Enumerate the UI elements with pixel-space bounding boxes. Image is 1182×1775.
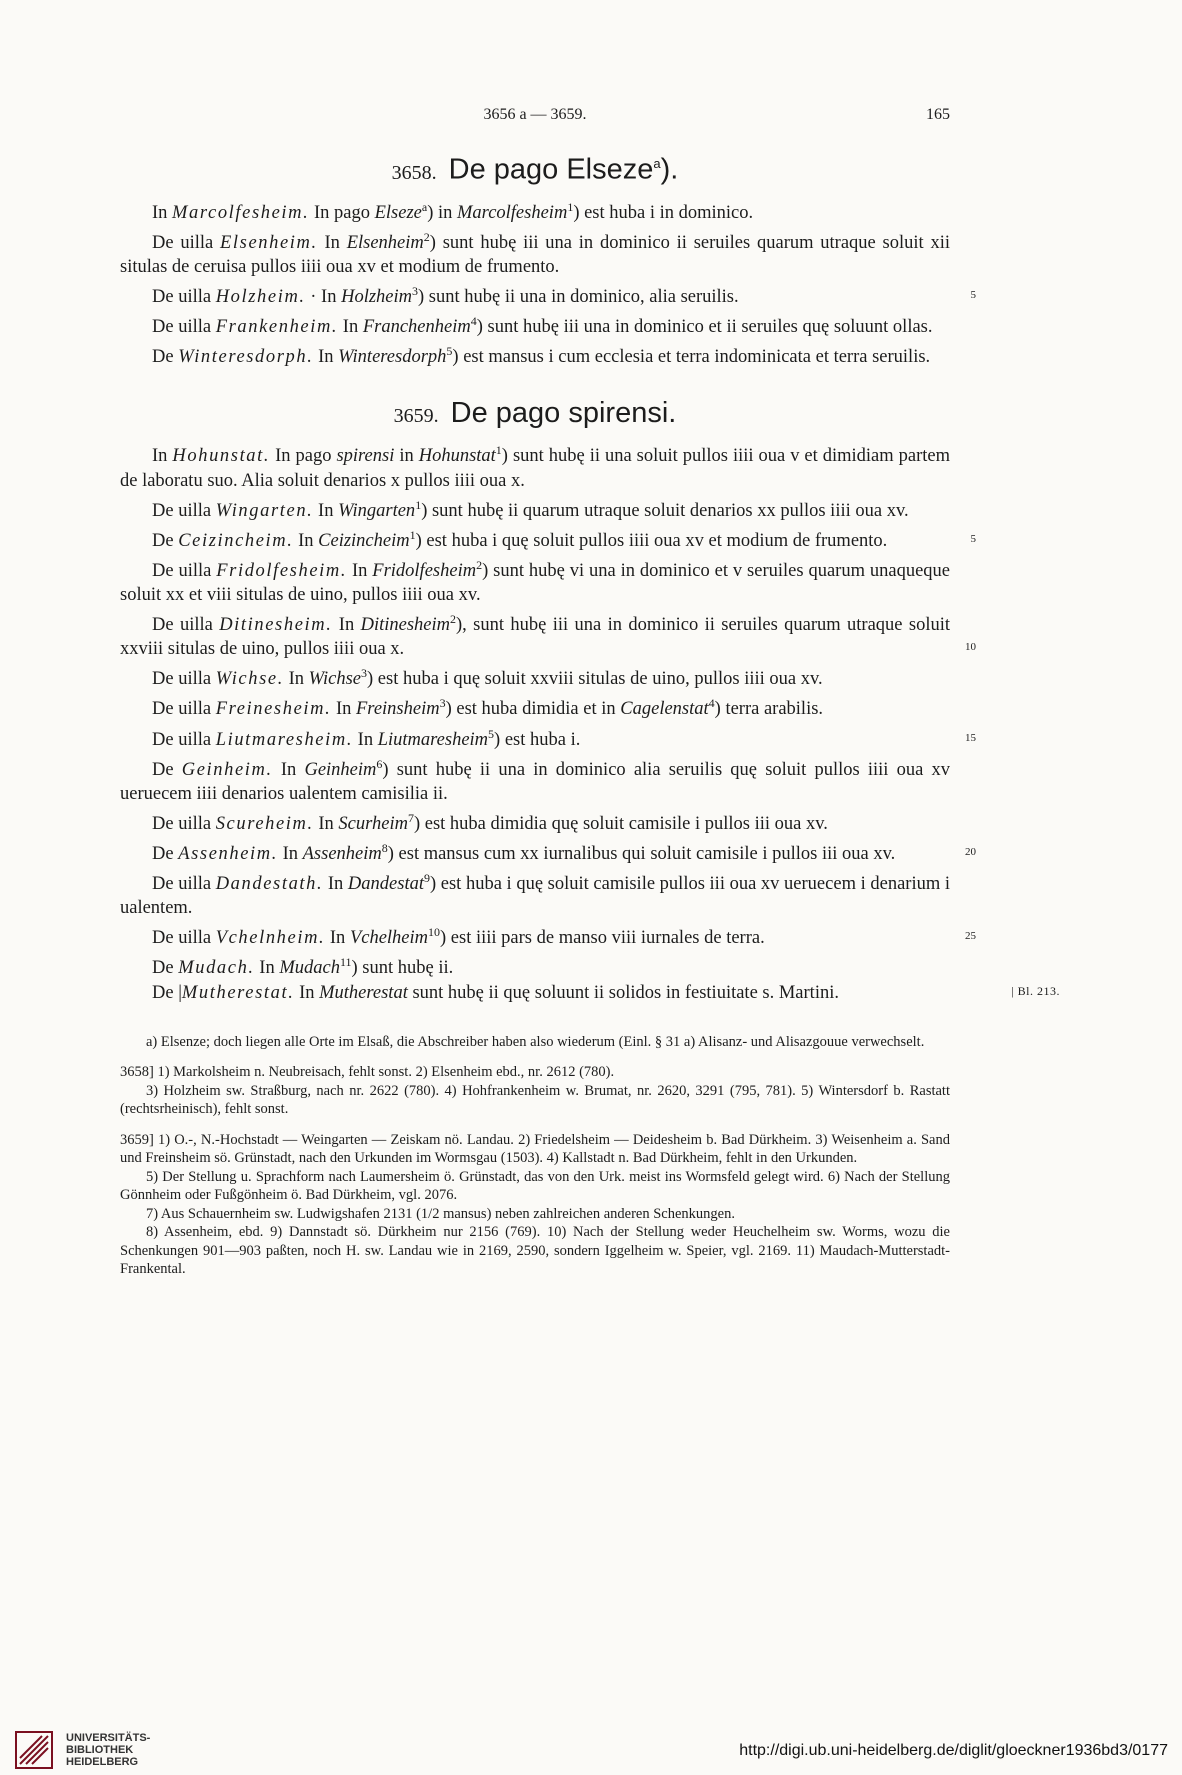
italic-name: Assenheim (302, 844, 382, 865)
institution-line: BIBLIOTHEK (66, 1744, 134, 1756)
text-run: In (254, 958, 280, 979)
text-run: In (294, 982, 320, 1003)
section-title-suffix: ). (660, 153, 679, 186)
running-head (120, 106, 950, 136)
text-run: ) est iiii pars de manso viii iurnales de terra. (440, 928, 765, 949)
place-name: Scureheim. (215, 814, 314, 834)
italic-name: Scurheim (338, 814, 408, 834)
text-entry (120, 438, 950, 492)
place-name: Assenheim. (178, 844, 278, 865)
text-run: De (152, 347, 179, 368)
place-name: Ditinesheim. (219, 615, 333, 636)
institution-name (66, 1732, 150, 1768)
line-number: 15 (965, 731, 976, 744)
text-run: ) est huba i in dominico. (573, 202, 754, 223)
footnote-mark: 1 (415, 497, 422, 512)
text-entry (120, 836, 976, 866)
place-name: Mudach. (178, 958, 255, 979)
footnote-mark: 7 (407, 810, 414, 825)
text-run: ) sunt hubę ii una in dominico, alia seruilis. (418, 287, 739, 308)
text-run: De uilla (152, 232, 221, 253)
section-title (120, 395, 950, 434)
text-entry (120, 722, 976, 752)
text-run: In (323, 874, 348, 895)
text-run: In (331, 699, 356, 720)
text-entry (120, 806, 950, 836)
page-number: 165 (926, 106, 950, 123)
text-run: ) est huba i quę soluit pullos iiii oua xv et modium de frumento. (415, 530, 888, 551)
footnote-mark: 1 (567, 199, 574, 214)
footnote-mark: 1 (409, 527, 416, 542)
text-run: In (353, 729, 378, 750)
italic-name: Ceizincheim (318, 530, 410, 551)
text-run: ) sunt hubę iii una in dominico ii seruiles quarum utraque soluit xii situlas de ceruisa pullos iiii oua xv et modium de frumento. (120, 232, 950, 277)
section-title-footnote-mark: a (653, 156, 661, 171)
text-run: ) est mansus i cum ecclesia et terra indominicata et terra seruilis. (452, 347, 931, 368)
text-run: In (332, 615, 361, 636)
footnote-paragraph: 8) Assenheim, ebd. 9) Dannstadt sö. Dürkheim nur 2156 (769). 10) Nach der Stellung weder Heuchelheim sw. Worms, wozu die Schenkungen 901—903 paßten, noch H. sw. Landau wie in 2169, 2590, sondern Iggelheim w. Speier, vgl. 2169. 11) Maudach-Mutterstadt-Frankental. (120, 1224, 950, 1278)
footnote-mark: 4 (470, 314, 477, 329)
text-run: De (152, 759, 182, 780)
place-name: Frankenheim. (215, 317, 339, 338)
footnote-mark: 10 (428, 925, 441, 940)
text-run: ) est huba i. (494, 729, 581, 750)
text-entry (120, 950, 950, 980)
text-run: De uilla (152, 317, 216, 338)
section-title (120, 146, 950, 191)
sections (120, 146, 1060, 1005)
text-entry (120, 493, 950, 523)
place-name: Holzheim. (215, 287, 306, 308)
text-run: De uilla (152, 287, 216, 308)
text-run: In (317, 232, 347, 253)
text-run: De (152, 530, 179, 551)
section-number: 3659. (393, 405, 439, 428)
text-run: De uilla (152, 561, 217, 582)
text-run: ) sunt hubę ii una in dominico alia seruilis quę soluit pullos iiii oua xv ueruecem iiii denarios ualentem camisilia ii. (120, 759, 950, 804)
text-run: · In (305, 287, 342, 308)
section-title-text: De pago Elseze (448, 153, 654, 186)
running-title: 3656 a — 3659. (483, 106, 587, 123)
institution-line: HEIDELBERG (66, 1756, 139, 1768)
text-run: ) sunt hubę iii una in dominico et ii seruiles quę soluunt ollas. (476, 317, 933, 338)
text-entry (120, 691, 950, 721)
italic-name: Wichse (308, 669, 362, 690)
text-run: De uilla (152, 814, 216, 834)
text-run: De (152, 844, 179, 865)
footnote-paragraph: 3658] 1) Markolsheim n. Neubreisach, fehlt sonst. 2) Elsenheim ebd., nr. 2612 (780). (120, 1064, 615, 1081)
text-run: In (152, 202, 173, 223)
text-run: In (313, 500, 339, 521)
footnote-paragraph: 3) Holzheim sw. Straßburg, nach nr. 2622 (780). 4) Hohfrankenheim w. Brumat, nr. 2620, 3291 (795, 781). 5) Wintersdorf b. Rastatt (rechtsrheinisch), fehlt sonst. (120, 1082, 950, 1118)
place-name: Ceizincheim. (178, 530, 294, 551)
footnote-mark: 2 (476, 557, 483, 572)
text-run: ) est huba i quę soluit xxviii situlas de uino, pullos iiii oua xv. (367, 669, 823, 690)
place-name: Wichse. (215, 669, 284, 690)
footnote-mark: 6 (376, 756, 383, 771)
text-run: ) in (427, 202, 458, 223)
footnotes (120, 1033, 950, 1279)
text-run: De | (152, 982, 182, 1003)
text-run: In (283, 669, 309, 690)
footnote-paragraph: 5) Der Stellung u. Sprachform nach Laumersheim ö. Grünstadt, das von den Urk. meist ins Wormsfeld gelegt wird. 6) Nach der Stellung Gönnheim oder Fußgönheim ö. Bad Dürkheim, vgl. 2076. (120, 1168, 950, 1204)
footnote-mark: 2 (450, 612, 457, 627)
footnote-paragraph: 3659] 1) O.-, N.-Hochstadt — Weingarten — Zeiskam nö. Landau. 2) Friedelsheim — Deidesheim b. Bad Dürkheim. 3) Weisenheim a. Sand und Freinsheim sö. Grünstadt, nach den Urkunden im Wormsgau (1503). 4) Kallstadt n. Bad Dürkheim, fehlt in den Urkunden. (120, 1131, 950, 1167)
text-run: De uilla (152, 500, 216, 521)
italic-name: Franchenheim (362, 317, 471, 338)
folio-margin-note: | Bl. 213. (1011, 983, 1060, 998)
footnote-mark: 9 (423, 871, 430, 886)
italic-name: Elsenheim (346, 232, 424, 253)
italic-name: Ditinesheim (360, 615, 451, 636)
text-run: ) terra arabilis. (714, 699, 824, 720)
text-run: De uilla (152, 928, 216, 949)
text-entry (120, 607, 976, 661)
section-gap (120, 369, 950, 385)
italic-name: Marcolfesheim (457, 202, 568, 223)
text-run: In pago (270, 446, 337, 467)
section-number: 3658. (391, 161, 437, 184)
italic-name: Mutherestat (319, 982, 408, 1003)
text-entry (120, 920, 976, 950)
line-number: 25 (965, 930, 976, 943)
text-run: In (293, 530, 319, 551)
text-entry (120, 553, 950, 607)
place-name: Geinheim. (181, 759, 273, 780)
italic-name: Mudach (279, 958, 340, 979)
place-name: Mutherestat. (181, 982, 295, 1003)
text-entry (120, 523, 976, 553)
footnote-mark: 4 (708, 696, 715, 711)
italic-name: Fridolfesheim (372, 561, 477, 582)
text-run: De uilla (152, 874, 216, 895)
italic-name: Holzheim (341, 287, 413, 308)
text-run: ) sunt hubę ii. (351, 958, 454, 979)
text-run: ) est huba i quę soluit camisile pullos iii oua xv ueruecem i denarium i ualentem. (120, 874, 950, 919)
text-run: ) sunt hubę ii quarum utraque soluit denarios xx pullos iiii oua xv. (421, 500, 909, 521)
text-run: De (152, 958, 179, 979)
italic-name: Freinsheim (356, 699, 440, 720)
text-run: In (338, 317, 363, 338)
permalink-url[interactable]: http://digi.ub.uni-heidelberg.de/diglit/gloeckner1936bd3/0177 (739, 1742, 1168, 1759)
footnote-mark: a (421, 199, 428, 214)
italic-name: Elseze (374, 202, 422, 223)
footnote-mark: 2 (423, 229, 430, 244)
text-run: In (152, 446, 173, 467)
footnote-block (120, 1131, 950, 1279)
footnote-mark: 1 (495, 443, 502, 458)
place-name: Vchelnheim. (215, 928, 326, 949)
text-entry (120, 661, 950, 691)
line-number: 5 (970, 289, 976, 302)
place-name: Elsenheim. (220, 232, 318, 253)
footnote-block (120, 1033, 950, 1052)
text-run: In (347, 561, 373, 582)
text-area (120, 106, 1060, 1279)
italic-name: Geinheim (304, 759, 377, 780)
footnote-mark: 3 (412, 283, 419, 298)
place-name: Winteresdorph. (178, 347, 314, 368)
text-entry (120, 279, 976, 309)
footnote-paragraph: 7) Aus Schauernheim sw. Ludwigshafen 2131 (1/2 mansus) neben zahlreichen anderen Schenkungen. (146, 1205, 735, 1222)
text-run: ), sunt hubę iii una in dominico ii seruiles quarum utraque soluit xxviii situlas de uino, pullos iiii oua x. (120, 615, 951, 660)
text-entry (120, 339, 950, 369)
place-name: Hohunstat. (172, 446, 271, 467)
footnote-mark: 5 (446, 344, 453, 359)
text-entry (120, 981, 1060, 1005)
italic-name: Hohunstat (418, 446, 496, 467)
library-footer (0, 1718, 1182, 1775)
footnote-paragraph: a) Elsenze; doch liegen alle Orte im Elsaß, die Abschreiber haben also wiederum (Einl. § 31 a) Alisanz- und Alisazgouue verwechselt. (146, 1033, 925, 1050)
text-run: De uilla (152, 615, 220, 636)
footnote-gap (120, 1051, 950, 1063)
text-entry (120, 225, 950, 279)
text-run: ) est huba dimidia et in (445, 699, 621, 720)
text-run: In (272, 759, 305, 780)
italic-name: Wingarten (338, 500, 416, 521)
text-run: In (313, 814, 339, 834)
text-entry (120, 866, 950, 920)
footnote-mark: 3 (439, 696, 446, 711)
place-name: Liutmaresheim. (215, 729, 354, 750)
text-run: sunt hubę ii quę soluunt ii solidos in festiuitate s. Martini. (407, 982, 839, 1003)
line-number: 20 (965, 846, 976, 859)
text-run: In (325, 928, 350, 949)
footnote-block (120, 1063, 950, 1119)
italic-name: Cagelenstat (620, 699, 709, 720)
footnote-mark: 11 (339, 955, 352, 970)
italic-name: Vchelheim (349, 928, 429, 949)
place-name: Dandestath. (215, 874, 324, 895)
text-run: ) est huba dimidia quę soluit camisile i pullos iii oua xv. (413, 814, 828, 834)
footnote-gap (120, 1119, 950, 1131)
footnote-mark: 8 (381, 841, 388, 855)
text-run: ) est mansus cum xx iurnalibus qui soluit camisile i pullos iii oua xv. (387, 844, 896, 865)
italic-name: Dandestat (347, 874, 424, 895)
italic-name: Winteresdorph (338, 347, 447, 368)
text-run: In pago (309, 202, 375, 223)
italic-name: Liutmaresheim (377, 729, 489, 750)
section-title-text: De pago spirensi. (450, 397, 677, 430)
line-number: 5 (970, 532, 976, 545)
place-name: Freinesheim. (215, 699, 332, 720)
italic-name: spirensi (336, 446, 395, 467)
footnote-mark: 5 (488, 726, 495, 741)
place-name: Fridolfesheim. (216, 561, 348, 582)
text-run: De uilla (152, 729, 216, 750)
institution-line: UNIVERSITÄTS- (66, 1732, 151, 1744)
place-name: Marcolfesheim. (172, 202, 310, 223)
text-run: in (394, 446, 419, 467)
text-run: De uilla (152, 669, 216, 690)
text-entry (120, 309, 950, 339)
text-run: De uilla (152, 699, 216, 720)
text-entry (120, 195, 950, 225)
text-run: In (313, 347, 339, 368)
text-run: ) sunt hubę vi una in dominico et v seruiles quarum unaqueque soluit xx et viii situlas de uino, pullos iiii oua xv. (120, 561, 951, 606)
footnote-mark: 3 (361, 666, 368, 681)
library-logo-icon (14, 1730, 54, 1770)
line-number: 10 (965, 641, 976, 654)
text-run: ) sunt hubę ii una soluit pullos iiii oua v et dimidiam partem de laboratu suo. Alia soluit denarios x pullos iiii oua x. (120, 446, 951, 491)
text-run: In (277, 844, 303, 865)
text-entry (120, 752, 950, 806)
place-name: Wingarten. (215, 500, 314, 521)
